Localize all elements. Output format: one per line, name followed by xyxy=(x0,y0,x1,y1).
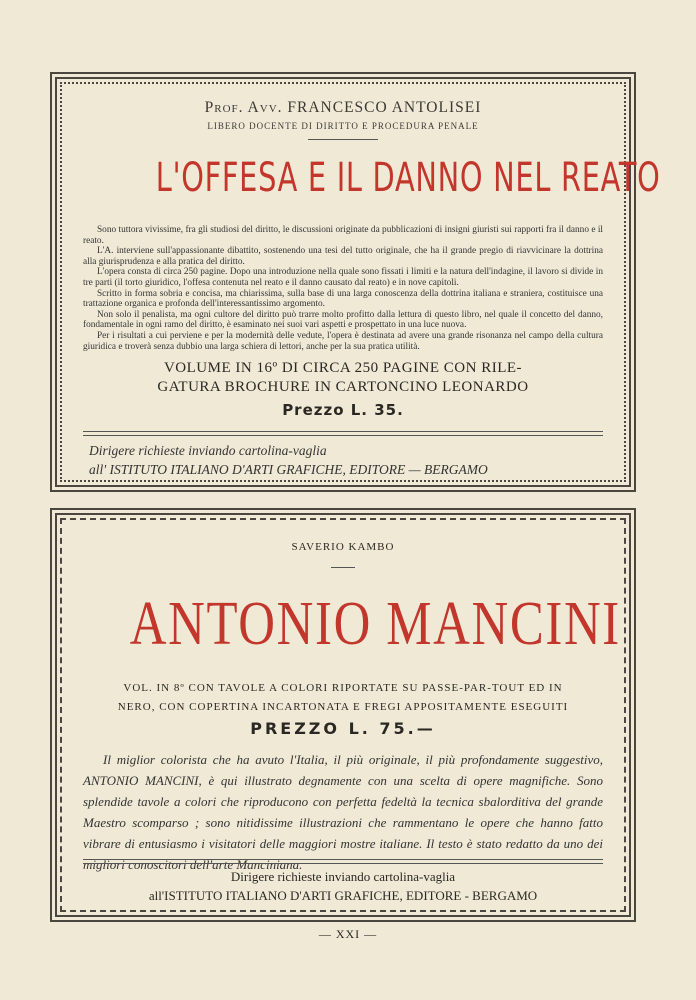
book-title: L'OFFESA E IL DANNO NEL REATO xyxy=(155,155,661,201)
volume-details xyxy=(83,679,603,717)
volume-details xyxy=(83,359,603,397)
short-rule xyxy=(331,567,355,568)
description-paragraph: Per i risultati a cui perviene e per la modernità delle vedute, l'opera è destinata ad avere una grande risonanza nel campo della cultura giuridica e troverà senza dubbio una larga schiera di lettori, anche per la sua pratica utilità. xyxy=(83,330,603,352)
book-description xyxy=(83,225,603,352)
contact-line: Dirigere richieste inviando cartolina-vaglia xyxy=(89,443,327,458)
price: PREZZO L. 75.— xyxy=(250,719,436,738)
price: Prezzo L. 35. xyxy=(282,401,404,419)
volume-line: NERO, CON COPERTINA INCARTONATA E FREGI APPOSITAMENTE ESEGUITI xyxy=(117,701,569,713)
volume-line: GATURA BROCHURE IN CARTONCINO LEONARDO xyxy=(157,379,529,395)
contact-line: all' ISTITUTO ITALIANO D'ARTI GRAFICHE, EDITORE — BERGAMO xyxy=(89,462,488,477)
description-paragraph: Non solo il penalista, ma ogni cultore del diritto può trarre molto profitto dalla lettura di questo libro, nel quale il concetto del danno, fondamentale in ogni ramo del diritto, è esaminato nei suoi vari aspetti e prospettato in una luce nuova. xyxy=(83,309,603,331)
antolisei-advertisement xyxy=(50,72,661,492)
page-number: — XXI — xyxy=(318,927,378,941)
short-rule xyxy=(308,139,378,140)
contact-line: Dirigere richieste inviando cartolina-vaglia xyxy=(230,869,456,884)
author-name: SAVERIO KAMBO xyxy=(291,541,395,553)
double-rule xyxy=(83,859,603,864)
description-paragraph: Il miglior colorista che ha avuto l'Italia, il più originale, il più profondamente suggestivo, ANTONIO MANCINI, è qui illustrato degnamente con una scelta di opere magnifiche. Sono splendide tavole a colori che riproducono con perfetta fedeltà la tecnica sbalorditiva del grande Maestro scomparso ; sono nitidissime illustrazioni che rammentano le opere che hanno fatto vibrare di entusiasmo i visitatori delle maggiori mostre italiane. Il testo è stato redatto da uno dei migliori conoscitori dell'arte Manciniana. xyxy=(83,752,603,872)
mancini-advertisement xyxy=(50,508,636,922)
description-paragraph: L'A. interviene sull'appassionante dibattito, sostenendo una tesi del tutto originale, che ha il grande pregio di riavvicinare la dottrina alla giurisprudenza e alla pratica del diritto. xyxy=(83,246,603,267)
description-paragraph: Sono tuttora vivissime, fra gli studiosi del diritto, le discussioni originate da pubblicazioni di insigni giuristi sui rapporti fra il danno e il reato. xyxy=(83,225,603,246)
book-title: ANTONIO MANCINI xyxy=(129,590,621,658)
volume-line: VOLUME IN 16º DI CIRCA 250 PAGINE CON RILE- xyxy=(163,360,523,376)
book-description xyxy=(83,749,603,875)
order-instructions xyxy=(83,867,603,905)
order-instructions xyxy=(83,441,603,479)
description-paragraph: L'opera consta di circa 250 pagine. Dopo una introduzione nella quale sono fissati i limiti e la natura dell'indagine, il lavoro si divide in tre parti (il torto giuridico, l'offesa contenuta nel reato e il danno causato dal reato) e in nove capitoli. xyxy=(83,267,603,288)
volume-line: VOL. IN 8º CON TAVOLE A COLORI RIPORTATE SU PASSE-PAR-TOUT ED IN xyxy=(123,682,563,694)
author-subtitle: LIBERO DOCENTE DI DIRITTO E PROCEDURA PENALE xyxy=(207,121,479,131)
author-name: Prof. Avv. FRANCESCO ANTOLISEI xyxy=(204,99,482,116)
contact-line: all'ISTITUTO ITALIANO D'ARTI GRAFICHE, EDITORE - BERGAMO xyxy=(148,888,538,903)
double-rule xyxy=(83,431,603,436)
description-paragraph: Scritto in forma sobria e concisa, ma chiarissima, sulla base di una larga conoscenza della dottrina italiana e straniera, costituisce una trattazione organica e profonda dell'interessantissimo argomento. xyxy=(83,288,603,310)
